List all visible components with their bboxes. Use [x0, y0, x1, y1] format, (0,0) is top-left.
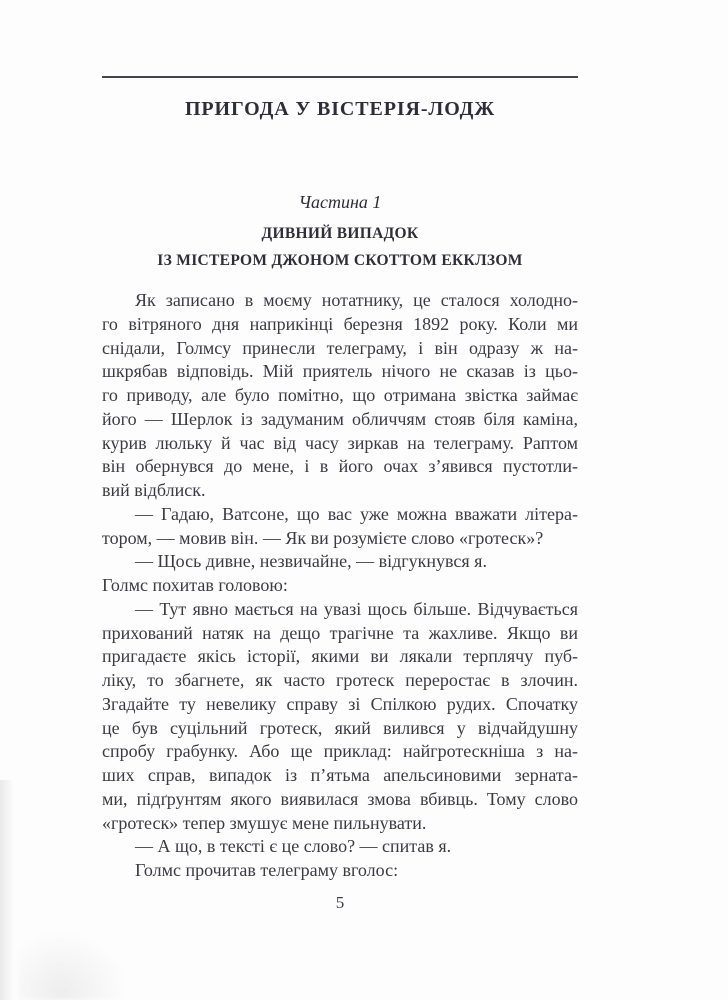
scan-smudge-bottom	[18, 930, 128, 1000]
paragraph	[102, 550, 578, 574]
text-line: Як записано в моєму нотатнику, це сталося холодно-	[135, 290, 578, 310]
text-line: — Тут явно мається на увазі щось більше. Відчувається	[135, 598, 578, 619]
text-line: Голмс похитав головою:	[102, 575, 288, 595]
text-line: ми, підґрунтям якого виявилася змова вбивць. Тому слово	[102, 788, 578, 809]
running-head-rule	[102, 76, 578, 78]
page-number: 5	[335, 893, 345, 912]
text-line: курив люльку й час від часу зиркав на телеграму. Раптом	[102, 432, 578, 453]
scan-shadow-left	[0, 780, 14, 1000]
text-line: прихований натяк на дещо трагічне та жахливе. Якщо ви	[102, 622, 578, 643]
text-line: пригадаєте якісь історії, якими ви лякали терплячу пуб-	[102, 646, 578, 667]
paragraph	[102, 859, 578, 883]
text-line: Голмс прочитав телеграму вголос:	[135, 860, 399, 880]
paragraph	[102, 289, 578, 503]
text-line: його — Шерлок із задуманим обличчям стояв біля каміна,	[102, 408, 578, 429]
body-text	[102, 289, 578, 883]
text-line: — Щось дивне, незвичайне, — відгукнувся я.	[135, 551, 487, 572]
chapter-title-line-2: ІЗ МІСТЕРОМ ДЖОНОМ СКОТТОМ ЕККЛЗОМ	[157, 251, 523, 269]
paragraph	[102, 574, 578, 598]
text-line: він обернувся до мене, і в його очах з’явився пустотли-	[102, 456, 578, 477]
text-line: тором, — мовив він. — Як ви розумієте слово «гротеск»?	[102, 527, 544, 548]
text-line: Згадайте ту невелику справу зі Спілкою рудих. Спочатку	[102, 693, 578, 714]
text-line: ших справ, випадок із п’ятьма апельсиновими зерната-	[102, 765, 578, 785]
text-line: це був суцільний гротеск, який вилився у відчайдушну	[102, 717, 578, 738]
text-line: вий відблиск.	[102, 480, 206, 500]
text-line: «гротеск» тепер змушує мене пильнувати.	[102, 812, 427, 833]
running-head-title: ПРИГОДА У ВІСТЕРІЯ-ЛОДЖ	[184, 98, 496, 120]
text-line: го приводу, але було помітно, що отримана звістка займає	[102, 385, 578, 405]
paragraph	[102, 598, 578, 836]
paragraph	[102, 835, 578, 859]
chapter-title-line-1: ДИВНИЙ ВИПАДОК	[261, 225, 419, 242]
part-heading: Частина 1	[298, 192, 382, 212]
chapter-title	[102, 221, 578, 274]
text-line: снідали, Голмсу принесли телеграму, і він одразу ж на-	[102, 337, 578, 358]
text-line: го вітряного дня наприкінці березня 1892 року. Коли ми	[102, 313, 578, 334]
text-line: ліку, то збагнете, як часто гротеск переростає в злочин.	[102, 670, 578, 690]
text-line: — Гадаю, Ватсоне, що вас уже можна вважати літера-	[135, 503, 578, 524]
text-line: спробу грабунку. Або ще приклад: найгротескніша з на-	[102, 741, 578, 762]
paragraph	[102, 503, 578, 551]
text-line: — А що, в тексті є це слово? — спитав я.	[135, 836, 452, 857]
text-line: шкрябав відповідь. Мій приятель нічого не сказав із цьо-	[102, 361, 578, 382]
